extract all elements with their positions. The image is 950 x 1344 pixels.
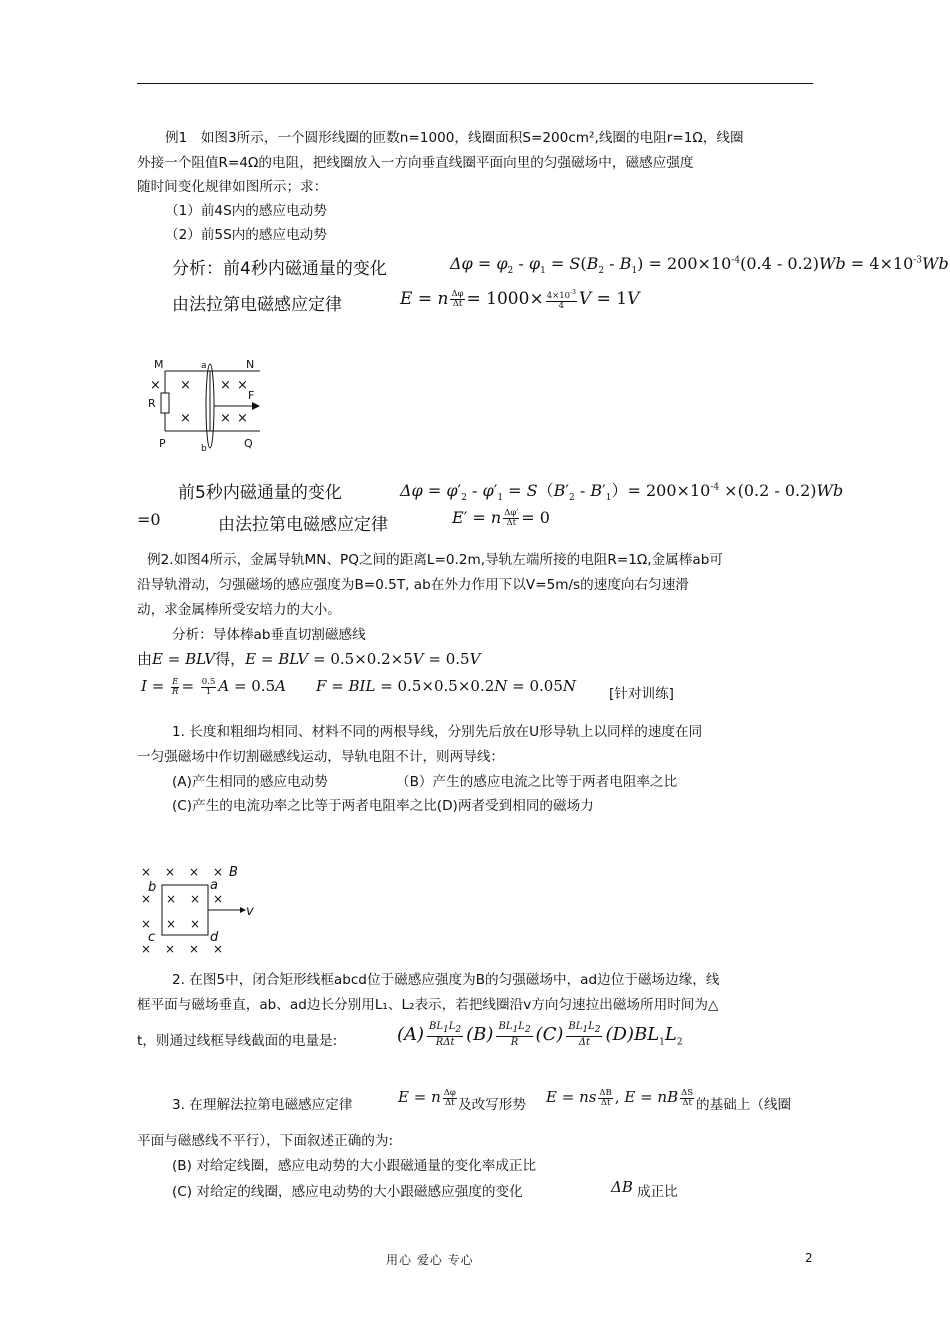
label-B: B xyxy=(229,865,238,880)
q1-option-a: (A)产生相同的感应电动势 xyxy=(172,774,328,790)
example1-faraday-formula: E = n $\frac{\Delta\varphi}{\Delta t}$ = 1000× $\frac{4\times 10^{-3}}{4}$ V = 1V xyxy=(400,288,640,311)
example2-formula2: I = $\frac{E}{R}$ = $\frac{0.5}{1}$ A = 0.5A F = BIL = 0.5×0.5×0.2N = 0.05N xyxy=(141,676,577,697)
field-cross: × xyxy=(213,942,224,956)
field-cross: × xyxy=(150,378,161,393)
label-R: R xyxy=(148,397,156,410)
example1-zero-faraday-label: 由法拉第电磁感应定律 xyxy=(218,515,388,535)
field-cross: × xyxy=(166,892,177,906)
field-cross: × xyxy=(141,917,152,931)
example1-five-sec-label: 前5秒内磁通量的变化 xyxy=(178,483,342,503)
training-label: [针对训练] xyxy=(609,686,674,702)
example1-line3: 随时间变化规律如图所示；求： xyxy=(137,179,328,195)
label-P: P xyxy=(159,437,166,450)
q3-line1-a: 3. 在理解法拉第电磁感应定律 xyxy=(172,1097,353,1113)
q3-option-c-a: (C) 对给定的线圈，感应电动势的大小跟磁感应强度的变化 xyxy=(172,1184,523,1200)
field-cross: × xyxy=(141,942,152,956)
label-a: a xyxy=(210,878,218,893)
example1-zero-faraday-formula: E′ = n $\frac{\Delta\varphi'}{\Delta t}$ = 0 xyxy=(452,508,550,528)
page-number: 2 xyxy=(805,1251,813,1265)
q2-line2: 框平面与磁场垂直，ab、ad边长分别用L₁、L₂表示，若把线圈沿v方向匀速拉出磁场所用时间为△ xyxy=(137,997,719,1013)
example1-line2: 外接一个阻值R=4Ω的电阻，把线圈放入一方向垂直线圈平面向里的匀强磁场中，磁感应强度 xyxy=(137,155,694,171)
q2-line1: 2. 在图5中，闭合矩形线框abcd位于磁感应强度为B的匀强磁场中，ad边位于磁场边缘，线 xyxy=(172,972,720,988)
q1-option-b: （B）产生的感应电流之比等于两者电阻率之比 xyxy=(396,774,678,790)
example2-line1: 例2.如图4所示，金属导轨MN、PQ之间的距离L=0.2m,导轨左端所接的电阻R=1Ω,金属棒ab可 xyxy=(147,552,723,568)
q3-formula2: E = ns $\frac{\Delta B}{\Delta t}$ , E = nB $\frac{\Delta S}{\Delta t}$ xyxy=(546,1087,694,1108)
field-cross: × xyxy=(180,411,191,426)
field-cross: × xyxy=(141,865,152,879)
field-cross: × xyxy=(213,892,224,906)
q3-line2: 平面与磁感线不平行），下面叙述正确的为: xyxy=(137,1133,394,1149)
field-cross: × xyxy=(237,378,248,393)
header-rule xyxy=(137,83,813,84)
field-cross: × xyxy=(165,865,176,879)
label-b: b xyxy=(148,880,157,895)
label-N: N xyxy=(246,358,255,371)
label-c: c xyxy=(148,930,156,945)
label-b: b xyxy=(201,444,207,454)
q1-option-cd: (C)产生的电流功率之比等于两者电阻率之比(D)两者受到相同的磁场力 xyxy=(172,798,594,814)
q3-line1-b: 及改写形势 xyxy=(458,1097,526,1113)
example1-question1: （1）前4S内的感应电动势 xyxy=(165,203,327,219)
field-cross: × xyxy=(165,942,176,956)
label-v: v xyxy=(246,904,254,919)
field-cross: × xyxy=(189,865,200,879)
field-cross: × xyxy=(141,892,152,906)
label-M: M xyxy=(154,358,164,371)
q3-line1-c: 的基础上（线圈 xyxy=(696,1097,792,1113)
q1-line1: 1. 长度和粗细均相同、材料不同的两根导线，分别先后放在U形导轨上以同样的速度在同 xyxy=(172,724,703,740)
q3-delta-b: ΔB xyxy=(611,1178,633,1196)
field-cross: × xyxy=(220,378,231,393)
example1-analysis-formula: $\Delta\varphi = \varphi_2 - \varphi_1 = S(B_2 - B_1) = 200\times 10^{-4}(0.4 - 0.2)Wb = 4\times 10^{-3}Wb$ xyxy=(450,254,949,277)
footer-text: 用心 爱心 专心 xyxy=(386,1253,474,1267)
q1-line2: 一匀强磁场中作切割磁感线运动，导轨电阻不计，则两导线： xyxy=(137,749,505,765)
field-cross: × xyxy=(166,917,177,931)
label-F: F xyxy=(248,389,255,402)
example2-formula1: 由E = BLV得，E = BLV = 0.5×0.2×5V = 0.5V xyxy=(137,650,481,668)
example1-line1: 例1 如图3所示，一个圆形线圈的匝数n=1000，线圈面积S=200cm²,线圈的电阻r=1Ω，线圈 xyxy=(165,130,744,146)
example2-analysis: 分析：导体棒ab垂直切割磁感线 xyxy=(172,627,366,643)
example1-five-sec-formula: $\Delta\varphi = \varphi'_2 - \varphi'_1 = S(B'_2 - B'_1)= 200\times 10^{-4} \times(0.2 - 0.2)Wb$ xyxy=(400,481,844,504)
q2-line3: t，则通过线框导线截面的电量是: xyxy=(137,1033,338,1049)
field-cross: × xyxy=(220,411,231,426)
example2-line2: 沿导轨滑动，匀强磁场的感应强度为B=0.5T, ab在外力作用下以V=5m/s的速度向右匀速滑 xyxy=(137,577,689,593)
figure-rectangular-loop xyxy=(138,858,268,958)
q3-option-c-b: 成正比 xyxy=(637,1184,678,1200)
field-cross: × xyxy=(190,892,201,906)
example1-question2: （2）前5S内的感应电动势 xyxy=(165,227,327,243)
field-cross: × xyxy=(189,942,200,956)
label-d: d xyxy=(210,930,219,945)
example1-faraday-label: 由法拉第电磁感应定律 xyxy=(172,295,342,315)
q3-formula1: E = n $\frac{\Delta\varphi}{\Delta t}$ xyxy=(398,1087,456,1108)
label-a: a xyxy=(201,361,207,371)
field-cross: × xyxy=(180,378,191,393)
field-cross: × xyxy=(213,865,224,879)
label-Q: Q xyxy=(244,437,253,450)
field-cross: × xyxy=(237,411,248,426)
q2-options: (A) $BL_1L_2$ RΔt (B) $\frac{BL_1L_2}{R}$ (C) $\frac{BL_1L_2}{\Delta t}$ $(D)BL_1L_2$ xyxy=(397,1021,683,1048)
figure-rail-circuit xyxy=(140,356,280,456)
example1-analysis-label: 分析：前4秒内磁通量的变化 xyxy=(172,259,387,279)
field-cross: × xyxy=(190,917,201,931)
example2-line3: 动，求金属棒所受安培力的大小。 xyxy=(137,602,341,618)
example1-zero-result: =0 xyxy=(137,510,161,529)
q3-option-b: (B) 对给定线圈，感应电动势的大小跟磁通量的变化率成正比 xyxy=(172,1158,537,1174)
